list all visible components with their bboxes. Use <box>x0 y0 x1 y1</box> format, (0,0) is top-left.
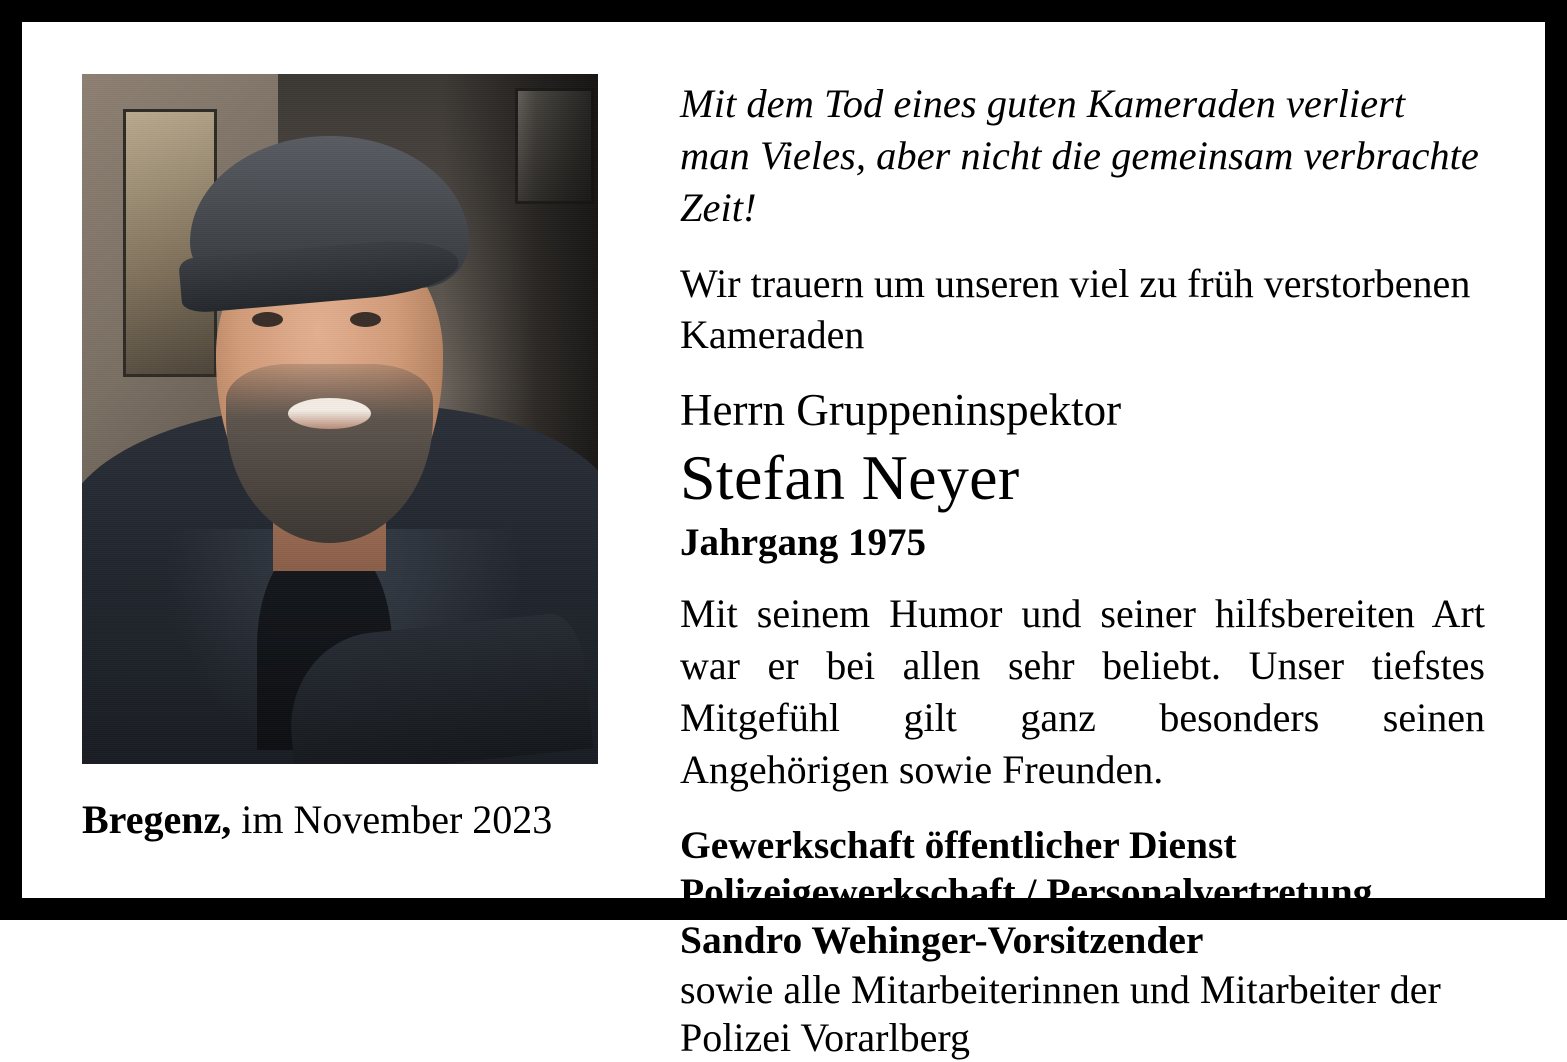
organization-line-3: Sandro Wehinger-Vorsitzender <box>680 917 1204 962</box>
place-label: Bregenz, <box>82 797 232 842</box>
portrait-photo <box>82 74 598 764</box>
birth-year: Jahrgang 1975 <box>680 521 926 565</box>
text-column <box>622 74 1485 1061</box>
photo-column <box>82 74 622 858</box>
date-label: im November 2023 <box>231 797 553 842</box>
memorial-quote: Mit dem Tod eines guten Kameraden verliert man Vieles, aber nicht die gemeinsam verbrachte Zeit! <box>680 81 1479 230</box>
organization-line-1: Gewerkschaft öffentlicher Dienst <box>680 823 1237 868</box>
mourning-intro: Wir trauern um unseren viel zu früh verstorbenen Kameraden <box>680 261 1471 358</box>
notice-inner <box>22 22 1545 1061</box>
deceased-rank: Herrn Gruppeninspektor <box>680 385 1122 436</box>
organization-line-2: Polizeigewerkschaft / Personalvertretung <box>680 870 1373 915</box>
deceased-name: Stefan Neyer <box>680 441 1020 513</box>
tribute-text: Mit seinem Humor und seiner hilfsbereiten Art war er bei allen sehr beliebt. Unser tiefstes Mitgefühl gilt ganz besonders seinen Angehörigen sowie Freunden. <box>680 591 1485 793</box>
organization-block <box>680 822 1485 964</box>
closing-text: sowie alle Mitarbeiterinnen und Mitarbeiter der Polizei Vorarlberg <box>680 967 1441 1061</box>
place-and-date <box>82 798 552 842</box>
